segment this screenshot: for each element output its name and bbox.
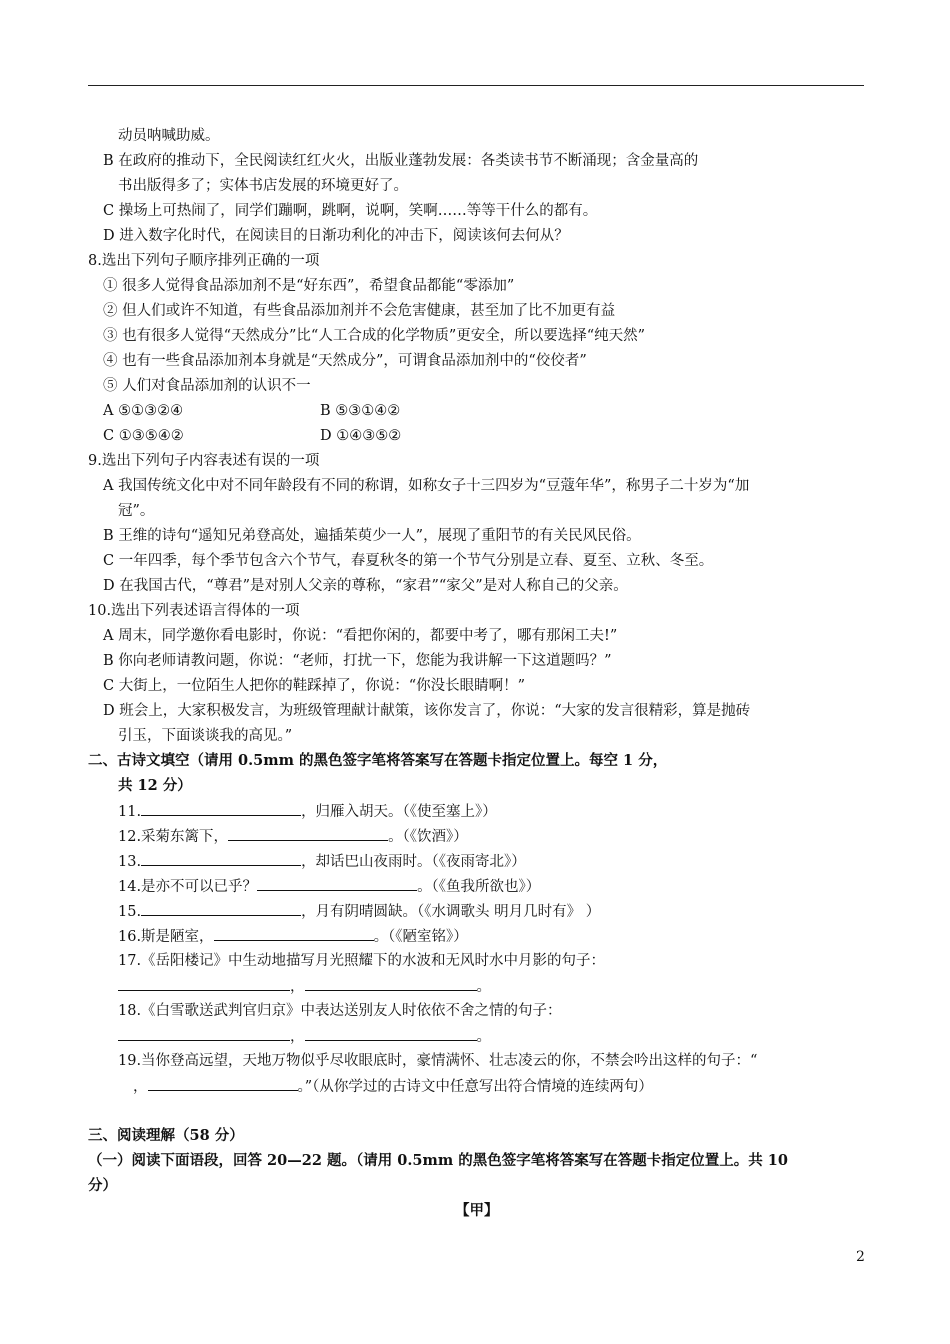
q13-text: ，却话巴山夜雨时。（《夜雨寄北》） — [301, 854, 526, 870]
q15 — [118, 901, 600, 922]
q9-option-b: B 王维的诗句“遥知兄弟登高处，遍插茱萸少一人”，展现了重阳节的有关民风民俗。 — [103, 528, 641, 544]
q7-option-c: C 操场上可热闹了，同学们蹦啊，跳啊，说啊，笑啊……等等干什么的都有。 — [103, 203, 598, 219]
q9-option-a: A 我国传统文化中对不同年龄段有不同的称谓，如称女子十三四岁为“豆蔻年华”，称男子二十岁为“加 — [103, 478, 750, 494]
q18-answer-blank-2[interactable] — [305, 1026, 477, 1041]
q12 — [118, 826, 468, 847]
section-3-title: 三、阅读理解（58 分） — [88, 1127, 244, 1144]
q17-period: 。 — [476, 979, 491, 995]
q18-period: 。 — [476, 1029, 491, 1045]
q16 — [118, 926, 468, 947]
q12-text: 12.采菊东篱下， — [118, 829, 229, 845]
q11-text: ，归雁入胡天。（《使至塞上》） — [301, 804, 497, 820]
q16-text: 16.斯是陋室， — [118, 929, 214, 945]
q8-sentence-5: ⑤ 人们对食品添加剂的认识不一 — [103, 378, 311, 394]
q8-option-c: C ①③⑤④② — [103, 428, 184, 444]
q8-sentence-1: ① 很多人觉得食品添加剂不是“好东西”，希望食品都能“零添加” — [103, 278, 515, 294]
q14-end: 。（《鱼我所欲也》） — [417, 879, 541, 895]
q7-option-b: B 在政府的推动下，全民阅读红红火火，出版业蓬勃发展：各类读书节不断涌现；含金量高的 — [103, 153, 699, 169]
q12-end: 。（《饮酒》） — [388, 829, 468, 845]
q8-option-b: B ⑤③①④② — [320, 403, 401, 419]
q17-comma: ， — [290, 979, 305, 995]
q19-answer-blank[interactable] — [148, 1076, 298, 1091]
q10-stem: 10.选出下列表述语言得体的一项 — [88, 603, 300, 619]
q7-option-d: D 进入数字化时代，在阅读目的日渐功利化的冲击下，阅读该何去何从？ — [103, 228, 569, 244]
q13 — [118, 851, 526, 872]
q9-option-d: D 在我国古代，“尊君”是对别人父亲的尊称，“家君”“家父”是对人称自己的父亲。 — [103, 578, 628, 594]
q17-stem: 17.《岳阳楼记》中生动地描写月光照耀下的水波和无风时水中月影的句子： — [118, 953, 606, 969]
q14 — [118, 876, 540, 897]
section-3-part-1-heading: （一）阅读下面语段，回答 20—22 题。（请用 0.5mm 的黑色签字笔将答案写在答题卡指定位置上。共 10 — [88, 1152, 788, 1169]
q7-option-b-continuation: 书出版得多了；实体书店发展的环境更好了。 — [118, 178, 408, 194]
q19-comma: ， — [133, 1079, 148, 1095]
q18-answer-line — [118, 1026, 491, 1047]
q11-answer-blank[interactable] — [141, 801, 301, 816]
q10-option-a: A 周末，同学邀你看电影时，你说：“看把你闲的，都要中考了，哪有那闲工夫!” — [103, 628, 618, 644]
q10-option-b: B 你向老师请教问题，你说：“老师，打扰一下，您能为我讲解一下这道题吗？” — [103, 653, 612, 669]
q14-answer-blank[interactable] — [257, 876, 417, 891]
q8-sentence-4: ④ 也有一些食品添加剂本身就是“天然成分”，可谓食品添加剂中的“佼佼者” — [103, 353, 587, 369]
q19-end: 。”（从你学过的古诗文中任意写出符合情境的连续两句） — [297, 1079, 653, 1095]
q9-option-c: C 一年四季，每个季节包含六个节气，春夏秋冬的第一个节气分别是立春、夏至、立秋、冬至。 — [103, 553, 714, 569]
q17-answer-line — [118, 976, 491, 997]
section-3-part-1-heading-continuation: 分） — [88, 1177, 117, 1194]
q18-answer-blank-1[interactable] — [118, 1026, 290, 1041]
q8-sentence-3: ③ 也有很多人觉得“天然成分”比“人工合成的化学物质”更安全，所以要选择“纯天然” — [103, 328, 646, 344]
q10-option-d: D 班会上，大家积极发言，为班级管理献计献策，该你发言了，你说：“大家的发言很精彩，算是抛砖 — [103, 703, 751, 719]
header-rule — [88, 85, 864, 86]
passage-jia-heading: 【甲】 — [455, 1202, 499, 1219]
q9-stem: 9.选出下列句子内容表述有误的一项 — [88, 453, 320, 469]
q10-option-d-continuation: 引玉，下面谈谈我的高见。” — [118, 728, 293, 744]
section-2-title-continuation: 共 12 分） — [118, 777, 192, 794]
q8-sentence-2: ② 但人们或许不知道，有些食品添加剂并不会危害健康，甚至加了比不加更有益 — [103, 303, 616, 319]
q15-answer-blank[interactable] — [141, 901, 301, 916]
q11-number: 11. — [118, 804, 142, 820]
q12-answer-blank[interactable] — [228, 826, 388, 841]
page-number: 2 — [856, 1249, 865, 1265]
q16-answer-blank[interactable] — [214, 926, 374, 941]
q16-end: 。（《陋室铭》） — [373, 929, 468, 945]
q17-answer-blank-2[interactable] — [305, 976, 477, 991]
q18-comma: ， — [290, 1029, 305, 1045]
q19-answer-line — [133, 1076, 653, 1097]
section-2-title: 二、古诗文填空（请用 0.5mm 的黑色签字笔将答案写在答题卡指定位置上。每空 1 分， — [88, 752, 668, 769]
q13-number: 13. — [118, 854, 142, 870]
q7-option-a-continuation: 动员呐喊助威。 — [118, 128, 220, 144]
q8-stem: 8.选出下列句子顺序排列正确的一项 — [88, 253, 320, 269]
q15-number: 15. — [118, 904, 142, 920]
q8-option-d: D ①④③⑤② — [320, 428, 402, 444]
q14-text: 14.是亦不可以已乎？ — [118, 879, 258, 895]
q10-option-c: C 大街上，一位陌生人把你的鞋踩掉了，你说：“你没长眼睛啊！” — [103, 678, 526, 694]
q17-answer-blank-1[interactable] — [118, 976, 290, 991]
q9-option-a-continuation: 冠”。 — [118, 503, 155, 519]
q18-stem: 18.《白雪歌送武判官归京》中表达送别友人时依依不舍之情的句子： — [118, 1003, 562, 1019]
q13-answer-blank[interactable] — [141, 851, 301, 866]
q15-text: ，月有阴晴圆缺。（《水调歌头 明月几时有》 ） — [301, 904, 601, 920]
q11 — [118, 801, 497, 822]
q19-stem: 19.当你登高远望，天地万物似乎尽收眼底时，豪情满怀、壮志凌云的你，不禁会吟出这样的句子：“ — [118, 1053, 758, 1069]
q8-option-a: A ⑤①③②④ — [103, 403, 184, 419]
